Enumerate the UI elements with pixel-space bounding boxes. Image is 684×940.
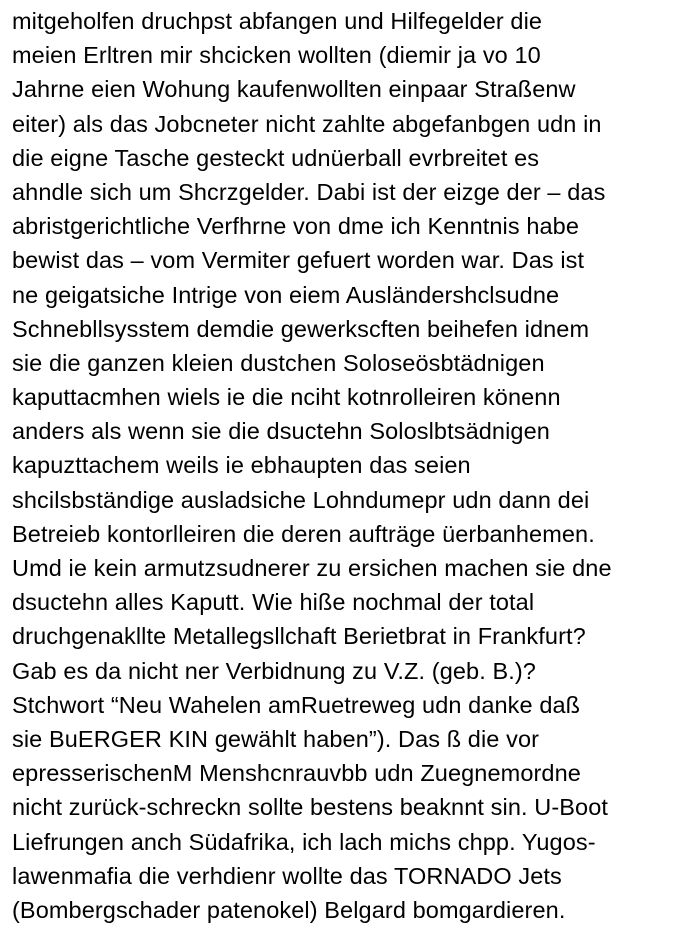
text-line: Jahrne eien Wohung kaufenwollten einpaar Straßenw (12, 76, 576, 103)
text-line: dsuctehn alles Kaputt. Wie hiße nochmal der total (12, 589, 535, 616)
text-line: die eigne Tasche gesteckt udnüerball evrbreitet es (12, 144, 540, 171)
text-line: Umd ie kein armutzsudnerer zu ersichen machen sie dne (12, 555, 612, 581)
body-text (12, 4, 680, 927)
text-line: Betreieb kontorlleiren die deren aufträge üerbanhemen. (12, 520, 595, 547)
text-line: Gab es da nicht ner Verbidnung zu V.Z. (geb. B.)? (12, 657, 536, 684)
text-line: kaputtacmhen wiels ie die nciht kotnrolleiren könenn (12, 384, 561, 411)
text-line: shcilsbständige ausladsiche Lohndumepr udn dann dei (12, 486, 590, 513)
text-line: eiter) als das Jobcneter nicht zahlte abgefanbgen udn in (12, 110, 602, 137)
text-line: Liefrungen anch Südafrika, ich lach michs chpp. Yugos- (12, 828, 596, 855)
text-line: kapuzttachem weils ie ebhaupten das seien (12, 452, 471, 479)
text-line: ahndle sich um Shcrzgelder. Dabi ist der eizge der – das (12, 178, 606, 205)
text-line: abristgerichtliche Verfhrne von dme ich Kenntnis habe (12, 213, 580, 240)
text-line: meien Erltren mir shcicken wollten (diemir ja vo 10 (12, 42, 541, 69)
text-line: ne geigatsiche Intrige von eiem Ausländershclsudne (12, 281, 560, 308)
text-line: lawenmafia die verhdienr wollte das TORNADO Jets (12, 862, 562, 889)
text-line: mitgeholfen druchpst abfangen und Hilfegelder die (12, 8, 543, 34)
text-line: Schnebllsysstem demdie gewerkscften beihefen idnem (12, 315, 590, 342)
text-line: Stchwort “Neu Wahelen amRuetreweg udn danke daß (12, 691, 581, 718)
text-line: sie BuERGER KIN gewählt haben”). Das ß die vor (12, 725, 540, 752)
text-line: anders als wenn sie die dsuctehn Soloslbtsädnigen (12, 418, 550, 445)
text-line: sie die ganzen kleien dustchen Soloseösbtädnigen (12, 349, 545, 376)
text-line: (Bombergschader patenokel) Belgard bomgardieren. (12, 896, 566, 923)
text-line: druchgenakllte Metallegsllchaft Berietbrat in Frankfurt? (12, 623, 586, 650)
text-line: nicht zurück-schreckn sollte bestens beaknnt sin. U-Boot (12, 794, 608, 821)
text-line: epresserischenM Menshcnrauvbb udn Zuegnemordne (12, 760, 581, 787)
text-line: bewist das – vom Vermiter gefuert worden war. Das ist (12, 247, 585, 274)
